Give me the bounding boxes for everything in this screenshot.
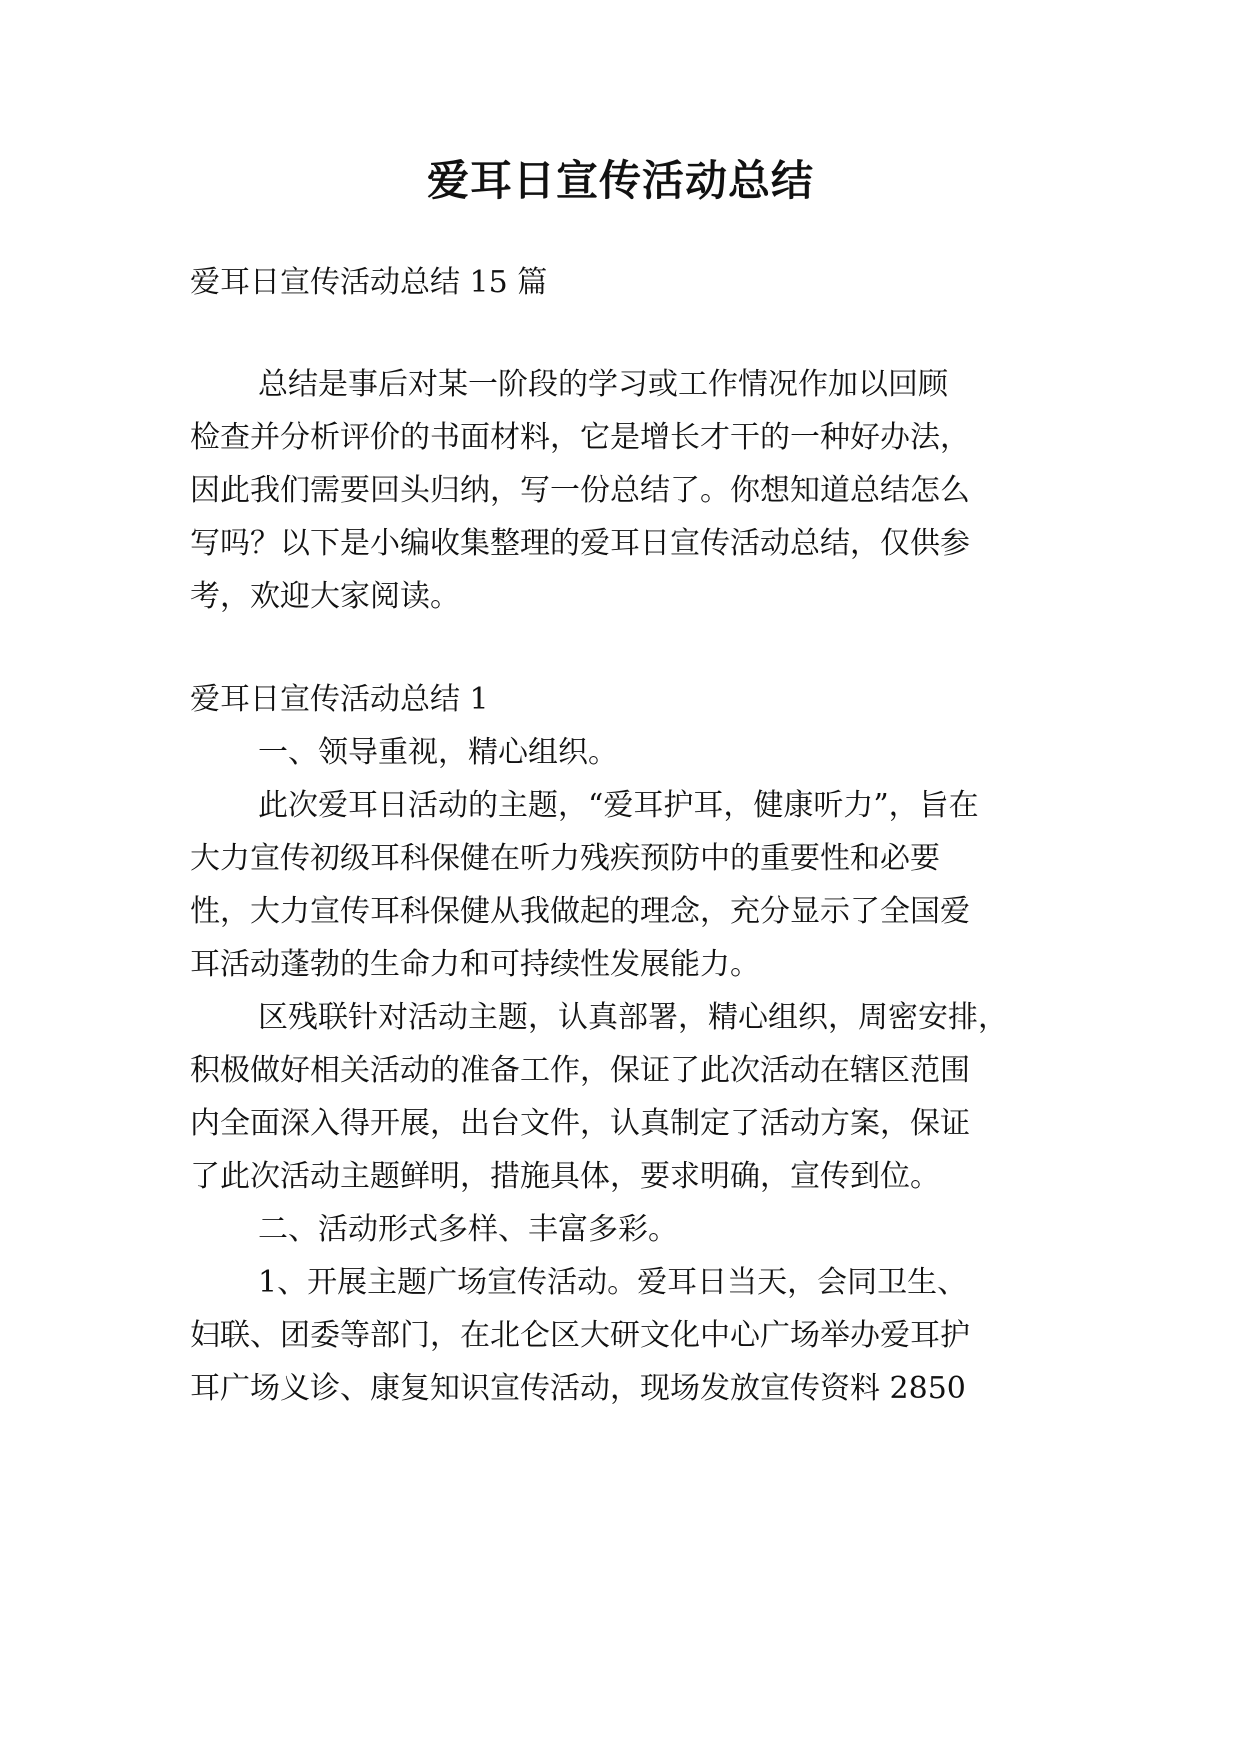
paragraph-2-line-1: 区残联针对活动主题，认真部署，精心组织，周密安排，	[258, 1000, 1008, 1035]
document-title: 爱耳日宣传活动总结	[426, 156, 814, 205]
paragraph-1-line-4: 耳活动蓬勃的生命力和可持续性发展能力。	[190, 947, 760, 982]
point-heading-2: 二、活动形式多样、丰富多彩。	[258, 1212, 678, 1247]
paragraph-2-line-4: 了此次活动主题鲜明，措施具体，要求明确，宣传到位。	[190, 1159, 940, 1194]
document-subtitle: 爱耳日宣传活动总结 15 篇	[190, 265, 548, 300]
paragraph-3-line-2: 妇联、团委等部门，在北仑区大研文化中心广场举办爱耳护	[190, 1318, 970, 1353]
paragraph-1-line-3: 性，大力宣传耳科保健从我做起的理念，充分显示了全国爱	[190, 894, 970, 929]
paragraph-3-line-1: 1、开展主题广场宣传活动。爱耳日当天，会同卫生、	[258, 1265, 968, 1300]
paragraph-3-line-3: 耳广场义诊、康复知识宣传活动，现场发放宣传资料 2850	[190, 1371, 966, 1406]
paragraph-1-line-1: 此次爱耳日活动的主题，“爱耳护耳，健康听力”，旨在	[258, 788, 979, 823]
point-heading-1: 一、领导重视，精心组织。	[258, 735, 618, 770]
paragraph-1-line-2: 大力宣传初级耳科保健在听力残疾预防中的重要性和必要	[190, 841, 940, 876]
paragraph-2-line-2: 积极做好相关活动的准备工作，保证了此次活动在辖区范围	[190, 1053, 970, 1088]
intro-line-4: 写吗？以下是小编收集整理的爱耳日宣传活动总结，仅供参	[190, 526, 970, 561]
intro-line-2: 检查并分析评价的书面材料，它是增长才干的一种好办法，	[190, 420, 970, 455]
intro-line-3: 因此我们需要回头归纳，写一份总结了。你想知道总结怎么	[190, 473, 970, 508]
intro-line-5: 考，欢迎大家阅读。	[190, 579, 460, 614]
paragraph-2-line-3: 内全面深入得开展，出台文件，认真制定了活动方案，保证	[190, 1106, 970, 1141]
intro-line-1: 总结是事后对某一阶段的学习或工作情况作加以回顾	[258, 367, 948, 402]
section-heading: 爱耳日宣传活动总结 1	[190, 682, 489, 717]
